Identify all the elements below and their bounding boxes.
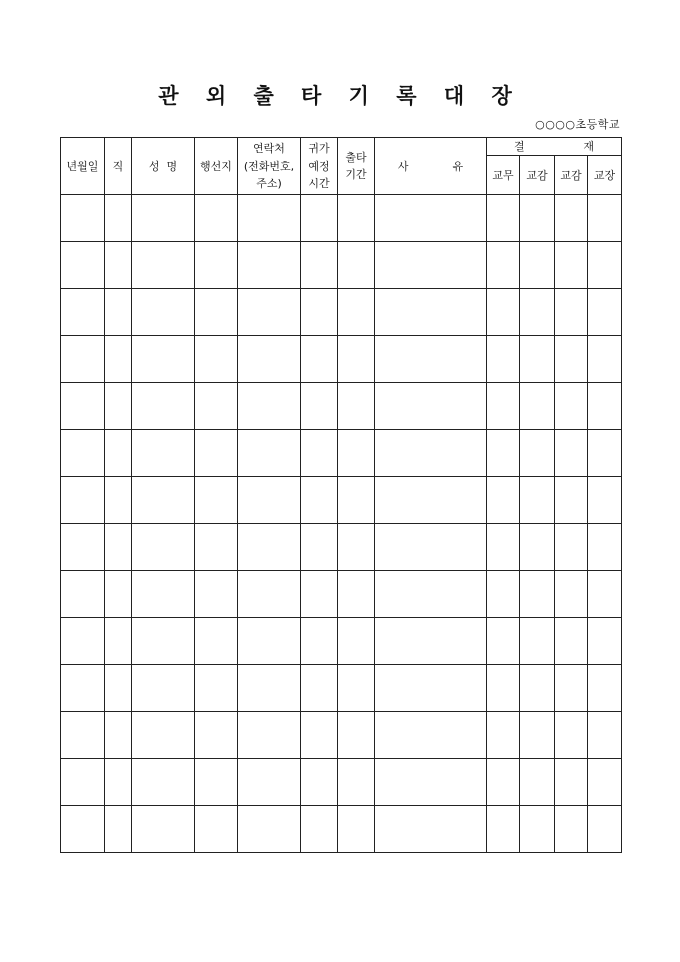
table-cell[interactable] — [301, 712, 338, 759]
table-cell[interactable] — [375, 195, 487, 242]
table-cell[interactable] — [520, 618, 555, 665]
table-row — [61, 759, 622, 806]
table-cell[interactable] — [487, 195, 520, 242]
header-reason-a: 사 — [397, 159, 409, 173]
header-reason-b: 유 — [452, 159, 464, 173]
table-cell[interactable] — [301, 806, 338, 853]
table-cell[interactable] — [238, 806, 301, 853]
table-cell[interactable] — [132, 665, 195, 712]
table-cell[interactable] — [301, 524, 338, 571]
table-cell[interactable] — [238, 712, 301, 759]
header-position: 직 — [105, 138, 132, 195]
table-cell[interactable] — [132, 289, 195, 336]
table-cell[interactable] — [338, 759, 375, 806]
table-cell[interactable] — [588, 430, 622, 477]
table-cell[interactable] — [301, 195, 338, 242]
table-cell[interactable] — [105, 618, 132, 665]
table-cell[interactable] — [520, 571, 555, 618]
table-cell[interactable] — [588, 242, 622, 289]
table-cell[interactable] — [105, 430, 132, 477]
table-cell[interactable] — [61, 242, 105, 289]
table-cell[interactable] — [487, 383, 520, 430]
table-cell[interactable] — [520, 289, 555, 336]
table-cell[interactable] — [520, 806, 555, 853]
table-cell[interactable] — [132, 383, 195, 430]
header-contact-line1: 연락처 — [253, 142, 285, 156]
table-cell[interactable] — [375, 524, 487, 571]
table-cell[interactable] — [238, 759, 301, 806]
table-cell[interactable] — [105, 665, 132, 712]
table-cell[interactable] — [487, 524, 520, 571]
table-cell[interactable] — [588, 477, 622, 524]
table-cell[interactable] — [301, 665, 338, 712]
table-cell[interactable] — [338, 571, 375, 618]
table-cell[interactable] — [375, 430, 487, 477]
header-approval — [487, 138, 622, 156]
table-cell[interactable] — [238, 524, 301, 571]
table-cell[interactable] — [520, 430, 555, 477]
table-cell[interactable] — [105, 759, 132, 806]
table-cell[interactable] — [238, 571, 301, 618]
table-row — [61, 618, 622, 665]
table-row — [61, 289, 622, 336]
table-cell[interactable] — [132, 712, 195, 759]
table-cell[interactable] — [375, 665, 487, 712]
table-cell[interactable] — [105, 383, 132, 430]
table-row — [61, 336, 622, 383]
record-rows — [61, 195, 622, 853]
table-cell[interactable] — [61, 430, 105, 477]
approver-4: 교장 — [588, 156, 622, 195]
table-cell[interactable] — [487, 477, 520, 524]
table-cell[interactable] — [132, 618, 195, 665]
table-cell[interactable] — [301, 383, 338, 430]
header-return-time — [301, 138, 338, 195]
table-cell[interactable] — [105, 571, 132, 618]
table-cell[interactable] — [238, 336, 301, 383]
table-cell[interactable] — [61, 524, 105, 571]
table-cell[interactable] — [555, 430, 588, 477]
table-cell[interactable] — [487, 806, 520, 853]
table-cell[interactable] — [338, 242, 375, 289]
header-approval-b: 재 — [583, 140, 595, 153]
table-cell[interactable] — [338, 336, 375, 383]
table-cell[interactable] — [301, 336, 338, 383]
header-return-line2: 예정 — [308, 159, 330, 173]
table-cell[interactable] — [105, 242, 132, 289]
table-row — [61, 524, 622, 571]
header-name: 성 명 — [132, 138, 195, 195]
table-row — [61, 806, 622, 853]
table-cell[interactable] — [195, 759, 238, 806]
table-cell[interactable] — [555, 571, 588, 618]
table-cell[interactable] — [195, 430, 238, 477]
table-cell[interactable] — [487, 571, 520, 618]
table-cell[interactable] — [301, 571, 338, 618]
table-cell[interactable] — [588, 195, 622, 242]
table-cell[interactable] — [301, 242, 338, 289]
table-cell[interactable] — [132, 524, 195, 571]
table-cell[interactable] — [61, 618, 105, 665]
table-cell[interactable] — [105, 712, 132, 759]
table-cell[interactable] — [238, 195, 301, 242]
table-cell[interactable] — [555, 524, 588, 571]
header-period — [338, 138, 375, 195]
table-cell[interactable] — [588, 571, 622, 618]
table-cell[interactable] — [195, 618, 238, 665]
table-cell[interactable] — [195, 195, 238, 242]
table-cell[interactable] — [375, 242, 487, 289]
table-cell[interactable] — [338, 477, 375, 524]
table-cell[interactable] — [61, 477, 105, 524]
table-cell[interactable] — [487, 759, 520, 806]
approver-1: 교무 — [487, 156, 520, 195]
table-cell[interactable] — [61, 665, 105, 712]
table-cell[interactable] — [520, 242, 555, 289]
table-cell[interactable] — [132, 477, 195, 524]
table-cell[interactable] — [338, 618, 375, 665]
table-cell[interactable] — [588, 618, 622, 665]
table-cell[interactable] — [338, 430, 375, 477]
table-cell[interactable] — [61, 759, 105, 806]
table-cell[interactable] — [301, 430, 338, 477]
table-cell[interactable] — [195, 242, 238, 289]
school-name: ○○○○초등학교 — [535, 118, 620, 131]
table-row — [61, 665, 622, 712]
table-cell[interactable] — [520, 195, 555, 242]
table-cell[interactable] — [375, 618, 487, 665]
table-cell[interactable] — [195, 336, 238, 383]
table-cell[interactable] — [132, 242, 195, 289]
header-destination: 행선지 — [195, 138, 238, 195]
table-cell[interactable] — [238, 289, 301, 336]
approver-3: 교감 — [555, 156, 588, 195]
table-row — [61, 712, 622, 759]
table-row — [61, 383, 622, 430]
table-cell[interactable] — [375, 289, 487, 336]
table-cell[interactable] — [105, 289, 132, 336]
table-cell[interactable] — [520, 336, 555, 383]
table-cell[interactable] — [555, 242, 588, 289]
header-period-line1: 출타 — [345, 150, 367, 164]
table-cell[interactable] — [375, 383, 487, 430]
table-cell[interactable] — [195, 289, 238, 336]
table-cell[interactable] — [195, 712, 238, 759]
table-cell[interactable] — [487, 336, 520, 383]
table-cell[interactable] — [375, 477, 487, 524]
table-cell[interactable] — [520, 759, 555, 806]
table-cell[interactable] — [588, 289, 622, 336]
table-cell[interactable] — [195, 524, 238, 571]
document-title: 관 외 출 타 기 록 대 장 — [158, 83, 522, 108]
table-cell[interactable] — [301, 289, 338, 336]
table-cell[interactable] — [61, 806, 105, 853]
table-cell[interactable] — [238, 383, 301, 430]
table-cell[interactable] — [588, 712, 622, 759]
table-cell[interactable] — [520, 524, 555, 571]
table-cell[interactable] — [61, 195, 105, 242]
table-cell[interactable] — [338, 195, 375, 242]
header-reason — [375, 138, 487, 195]
table-cell[interactable] — [195, 665, 238, 712]
table-cell[interactable] — [338, 665, 375, 712]
table-cell[interactable] — [301, 477, 338, 524]
table-row — [61, 477, 622, 524]
table-cell[interactable] — [520, 383, 555, 430]
table-cell[interactable] — [238, 430, 301, 477]
table-cell[interactable] — [588, 665, 622, 712]
header-date: 년월일 — [61, 138, 105, 195]
table-cell[interactable] — [238, 665, 301, 712]
table-cell[interactable] — [555, 618, 588, 665]
header-contact — [238, 138, 301, 195]
table-cell[interactable] — [105, 806, 132, 853]
table-cell[interactable] — [555, 665, 588, 712]
table-cell[interactable] — [195, 806, 238, 853]
table-cell[interactable] — [195, 477, 238, 524]
table-cell[interactable] — [555, 477, 588, 524]
table-cell[interactable] — [588, 759, 622, 806]
table-cell[interactable] — [588, 383, 622, 430]
table-cell[interactable] — [238, 242, 301, 289]
table-cell[interactable] — [238, 477, 301, 524]
table-cell[interactable] — [520, 665, 555, 712]
table-row — [61, 195, 622, 242]
table-cell[interactable] — [338, 712, 375, 759]
table-cell[interactable] — [588, 336, 622, 383]
table-cell[interactable] — [338, 383, 375, 430]
table-cell[interactable] — [132, 759, 195, 806]
table-cell[interactable] — [555, 289, 588, 336]
table-cell[interactable] — [375, 712, 487, 759]
table-cell[interactable] — [555, 336, 588, 383]
table-cell[interactable] — [555, 195, 588, 242]
table-cell[interactable] — [487, 712, 520, 759]
outing-record-table — [60, 137, 622, 853]
table-cell[interactable] — [487, 665, 520, 712]
header-contact-line3: 주소) — [256, 176, 282, 190]
table-cell[interactable] — [61, 383, 105, 430]
table-cell[interactable] — [555, 759, 588, 806]
table-cell[interactable] — [375, 759, 487, 806]
table-cell[interactable] — [555, 806, 588, 853]
table-cell[interactable] — [375, 806, 487, 853]
header-contact-line2: (전화번호, — [243, 159, 295, 173]
table-row — [61, 242, 622, 289]
table-cell[interactable] — [487, 430, 520, 477]
table-row — [61, 571, 622, 618]
table-cell[interactable] — [61, 336, 105, 383]
table-cell[interactable] — [338, 524, 375, 571]
table-cell[interactable] — [338, 289, 375, 336]
table-cell[interactable] — [555, 383, 588, 430]
table-cell[interactable] — [375, 336, 487, 383]
table-cell[interactable] — [132, 806, 195, 853]
header-return-line1: 귀가 — [308, 142, 330, 156]
approver-2: 교감 — [520, 156, 555, 195]
table-cell[interactable] — [61, 289, 105, 336]
table-cell[interactable] — [338, 806, 375, 853]
table-cell[interactable] — [132, 430, 195, 477]
table-cell[interactable] — [555, 712, 588, 759]
table-cell[interactable] — [487, 289, 520, 336]
table-cell[interactable] — [588, 806, 622, 853]
header-approval-a: 결 — [514, 140, 525, 153]
table-cell[interactable] — [195, 383, 238, 430]
table-row — [61, 430, 622, 477]
table-cell[interactable] — [61, 571, 105, 618]
table-cell[interactable] — [520, 477, 555, 524]
table-cell[interactable] — [132, 336, 195, 383]
header-period-line2: 기간 — [345, 168, 367, 182]
table-cell[interactable] — [487, 618, 520, 665]
table-cell[interactable] — [105, 336, 132, 383]
table-cell[interactable] — [238, 618, 301, 665]
table-cell[interactable] — [375, 571, 487, 618]
table-cell[interactable] — [61, 712, 105, 759]
table-cell[interactable] — [195, 571, 238, 618]
table-cell[interactable] — [487, 242, 520, 289]
table-cell[interactable] — [105, 524, 132, 571]
table-cell[interactable] — [301, 759, 338, 806]
header-return-line3: 시간 — [308, 176, 330, 190]
table-cell[interactable] — [105, 195, 132, 242]
table-cell[interactable] — [132, 571, 195, 618]
table-cell[interactable] — [520, 712, 555, 759]
table-cell[interactable] — [301, 618, 338, 665]
table-cell[interactable] — [588, 524, 622, 571]
table-cell[interactable] — [132, 195, 195, 242]
table-cell[interactable] — [105, 477, 132, 524]
